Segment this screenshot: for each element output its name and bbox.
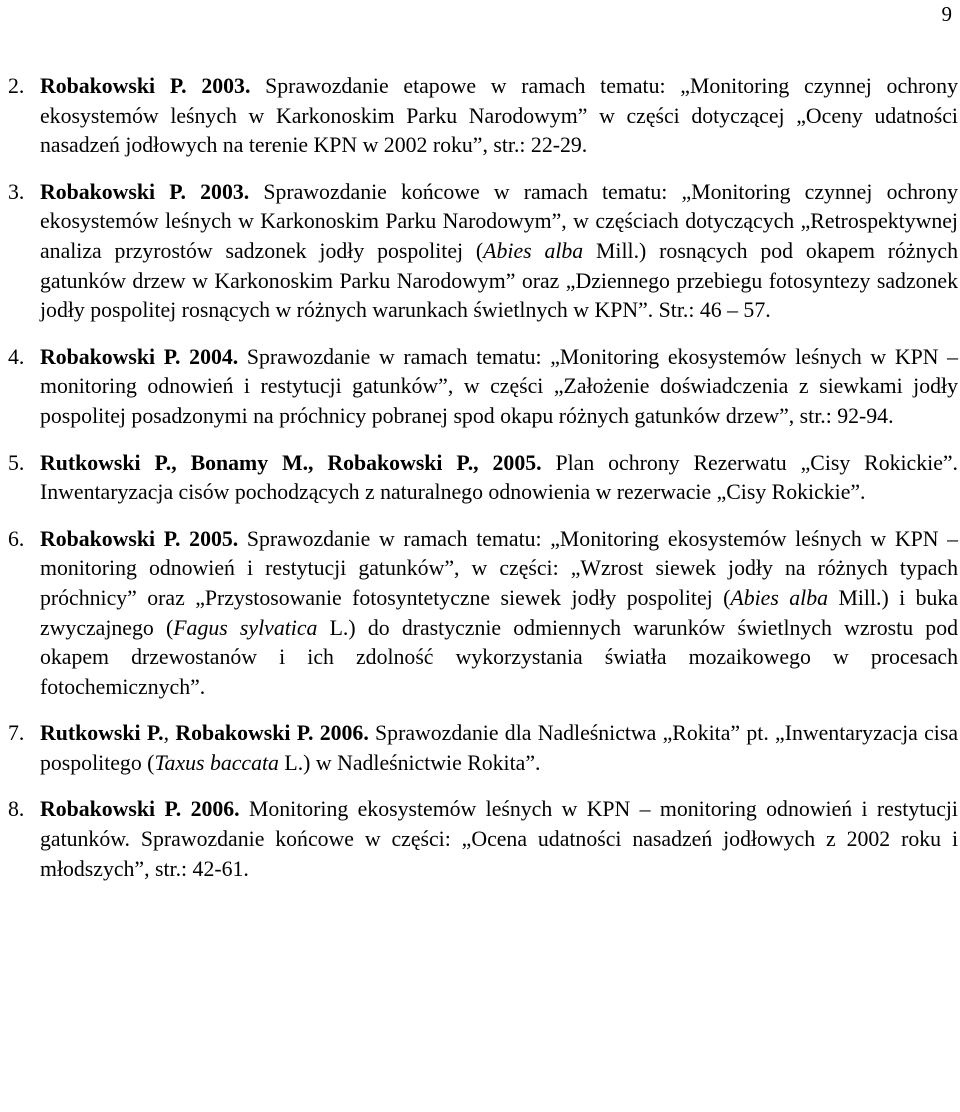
reference-authors-year: Robakowski P. 2005. [40, 526, 239, 551]
reference-text: Mill.) i buka zwyczajnego ( [40, 585, 958, 640]
reference-item [4, 525, 958, 703]
reference-number: 3. [8, 179, 25, 204]
reference-text: Monitoring ekosystemów leśnych w KPN – monitoring odnowień i restytucji gatunków. Sprawozdanie końcowe w części: „Ocena udatności nasadzeń jodłowych z 2002 roku i młodszych”, str.: 42-61. [40, 797, 958, 881]
reference-number: 5. [8, 450, 25, 475]
reference-authors-year: Robakowski P. 2003. [40, 179, 250, 204]
species-name: Taxus baccata [154, 750, 279, 775]
reference-number: 8. [8, 797, 25, 822]
reference-number: 7. [8, 721, 25, 746]
page-number: 9 [941, 2, 952, 26]
reference-text: Sprawozdanie w ramach tematu: „Monitoring ekosystemów leśnych w KPN – monitoring odnowień i restytucji gatunków”, w części „Założenie doświadczenia z siewkami jodły pospolitej posadzonymi na próchnicy pobranej spod okapu różnych gatunków drzew”, str.: 92-94. [40, 344, 958, 428]
reference-item [4, 719, 958, 778]
reference-text: Sprawozdanie etapowe w ramach tematu: „Monitoring czynnej ochrony ekosystemów leśnych w Karkonoskim Parku Narodowym” w części dotyczącej „Oceny udatności nasadzeń jodłowych na terenie KPN w 2002 roku”, str.: 22-29. [40, 74, 958, 158]
reference-authors-year: Rutkowski P. [40, 721, 164, 746]
reference-text: Mill.) rosnących pod okapem różnych gatunków drzew w Karkonoskim Parku Narodowym” oraz „Dziennego przebiegu fotosyntezy sadzonek jodły pospolitej rosnących w różnych warunkach świetlnych w KPN”. Str.: 46 – 57. [40, 238, 958, 323]
reference-authors-year: Robakowski P. 2004. [40, 344, 239, 369]
reference-text: L.) do drastycznie odmiennych warunków świetlnych wzrostu pod okapem drzewostanów i ich zdolność wykorzystania światła mozaikowego w procesach fotochemicznych”. [40, 615, 958, 699]
reference-text: Sprawozdanie końcowe w ramach tematu: „Monitoring czynnej ochrony ekosystemów leśnych w Karkonoskim Parku Narodowym”, w częściach dotyczących „Retrospektywnej analiza przyrostów sadzonek jodły pospolitej ( [40, 179, 958, 263]
reference-number: 6. [8, 526, 25, 551]
species-name: Abies alba [483, 238, 584, 263]
reference-text: Sprawozdanie w ramach tematu: „Monitoring ekosystemów leśnych w KPN – monitoring odnowień i restytucji gatunków”, w części: „Wzrost siewek jodły na różnych typach próchnicy” oraz „Przystosowanie fotosyntetyczne siewek jodły pospolitej ( [40, 526, 958, 610]
reference-authors-year: Robakowski P. 2006. [175, 721, 369, 746]
reference-list [4, 72, 958, 901]
reference-number: 4. [8, 344, 25, 369]
reference-text: Plan ochrony Rezerwatu „Cisy Rokickie”. Inwentaryzacja cisów pochodzących z naturalnego odnowienia w rezerwacie „Cisy Rokickie”. [40, 450, 958, 505]
reference-item [4, 795, 958, 884]
reference-number: 2. [8, 74, 25, 98]
reference-item [4, 178, 958, 326]
reference-text: L.) w Nadleśnictwie Rokita”. [278, 750, 541, 775]
reference-item [4, 343, 958, 432]
species-name: Abies alba [730, 585, 829, 610]
reference-text: Sprawozdanie dla Nadleśnictwa „Rokita” pt. „Inwentaryzacja cisa pospolitego ( [40, 721, 958, 775]
reference-authors-year: Robakowski P. 2006. [40, 797, 240, 822]
reference-item [4, 449, 958, 508]
species-name: Fagus sylvatica [173, 615, 318, 640]
reference-item [4, 72, 958, 161]
reference-authors-year: Rutkowski P., Bonamy M., Robakowski P., 2005. [40, 450, 542, 475]
reference-authors-year: Robakowski P. 2003. [40, 74, 251, 98]
reference-text: , [163, 721, 176, 746]
